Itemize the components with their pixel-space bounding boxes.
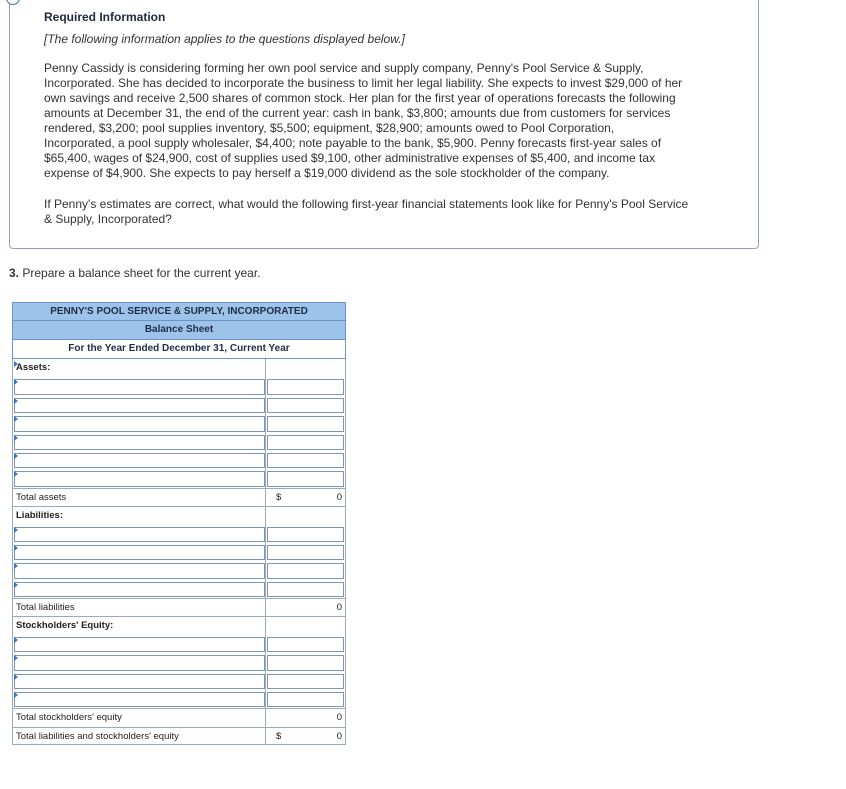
equity-amount-input[interactable] xyxy=(267,655,344,670)
dropdown-marker-icon xyxy=(14,674,18,680)
equity-label: Stockholders' Equity: xyxy=(16,620,114,632)
total-assets-row xyxy=(12,488,346,506)
dropdown-marker-icon xyxy=(14,637,18,643)
equity-account-select[interactable] xyxy=(14,692,265,707)
total-liabilities-equity-label: Total liabilities and stockholders' equity xyxy=(13,727,266,744)
asset-account-select[interactable] xyxy=(14,398,265,413)
total-liabilities-equity-row xyxy=(12,727,346,745)
dropdown-marker-icon xyxy=(14,582,18,588)
dropdown-marker-icon xyxy=(14,692,18,698)
asset-amount-input[interactable] xyxy=(267,379,344,394)
applies-note: [The following information applies to the questions displayed below.] xyxy=(44,32,405,46)
liabilities-label: Liabilities: xyxy=(16,510,63,522)
company-name-header: PENNY'S POOL SERVICE & SUPPLY, INCORPORATED xyxy=(12,302,346,321)
asset-amount-input[interactable] xyxy=(267,398,344,413)
asset-account-select[interactable] xyxy=(14,379,265,394)
dropdown-marker-icon xyxy=(14,435,18,441)
liability-entry-row xyxy=(12,561,346,579)
paragraph-line: Penny Cassidy is considering forming her own pool service and supply company, Penny's Pool Service & Supply, xyxy=(44,61,644,75)
liability-amount-input[interactable] xyxy=(267,527,344,542)
dropdown-marker-icon xyxy=(14,379,18,385)
asset-account-select[interactable] xyxy=(14,453,265,468)
panel-marker-icon xyxy=(6,0,20,5)
total-liabilities-value: 0 xyxy=(336,602,342,614)
asset-entry-row xyxy=(12,396,346,414)
paragraph-line: $65,400, wages of $24,900, cost of supplies used $9,100, other administrative expenses of $5,400, and income tax xyxy=(44,151,656,165)
balance-sheet-worksheet xyxy=(12,302,346,745)
question-line: If Penny's estimates are correct, what would the following first-year financial statements look like for Penny's Pool Service xyxy=(44,197,689,211)
liability-entry-row xyxy=(12,543,346,561)
liability-account-select[interactable] xyxy=(14,527,265,542)
equity-account-select[interactable] xyxy=(14,655,265,670)
dropdown-marker-icon xyxy=(14,471,18,477)
statement-title-header: Balance Sheet xyxy=(12,321,346,340)
total-liabilities-equity-currency: $ xyxy=(276,730,282,742)
paragraph-line: rendered, $3,200; pool supplies inventory, $5,500; equipment, $28,900; amounts owed to Pool Corporation, xyxy=(44,121,615,135)
question-prompt xyxy=(9,266,261,280)
liability-entry-row xyxy=(12,525,346,543)
liability-account-select[interactable] xyxy=(14,545,265,560)
dropdown-marker-icon xyxy=(14,361,18,367)
dropdown-marker-icon xyxy=(14,655,18,661)
dropdown-marker-icon xyxy=(14,453,18,459)
equity-section-row xyxy=(12,616,346,634)
asset-entry-row xyxy=(12,377,346,395)
equity-amount-input[interactable] xyxy=(267,637,344,652)
assets-section-row xyxy=(12,359,346,377)
asset-account-select[interactable] xyxy=(14,471,265,486)
question-text: Prepare a balance sheet for the current year. xyxy=(19,266,261,280)
paragraph-line: own savings and receive 2,500 shares of common stock. Her plan for the first year of operations forecasts the following xyxy=(44,91,676,105)
equity-entry-row xyxy=(12,690,346,708)
liability-amount-input[interactable] xyxy=(267,582,344,597)
liability-entry-row xyxy=(12,580,346,598)
assets-label: Assets: xyxy=(16,362,51,373)
total-assets-currency: $ xyxy=(276,491,282,503)
question-paragraph xyxy=(44,197,744,227)
dropdown-marker-icon xyxy=(14,398,18,404)
total-equity-row xyxy=(12,708,346,726)
total-equity-label: Total stockholders' equity xyxy=(13,708,266,726)
asset-entry-row xyxy=(12,414,346,432)
liability-amount-input[interactable] xyxy=(267,563,344,578)
equity-account-select[interactable] xyxy=(14,674,265,689)
period-header: For the Year Ended December 31, Current Year xyxy=(12,340,346,359)
question-line: & Supply, Incorporated? xyxy=(44,212,172,226)
asset-amount-input[interactable] xyxy=(267,416,344,431)
asset-entry-row xyxy=(12,451,346,469)
dropdown-marker-icon xyxy=(14,545,18,551)
dropdown-marker-icon xyxy=(14,563,18,569)
total-liabilities-row xyxy=(12,598,346,616)
dropdown-marker-icon xyxy=(14,416,18,422)
asset-amount-input[interactable] xyxy=(267,435,344,450)
total-liabilities-equity-value: 0 xyxy=(336,730,342,742)
equity-entry-row xyxy=(12,672,346,690)
asset-amount-input[interactable] xyxy=(267,453,344,468)
paragraph-line: Incorporated. She has decided to incorporate the business to limit her legal liability. She expects to invest $29,000 of her xyxy=(44,76,683,90)
paragraph-line: Incorporated, a pool supply wholesaler, $4,400; note payable to the bank, $5,900. Penny forecasts first-year sales of xyxy=(44,136,662,150)
equity-amount-input[interactable] xyxy=(267,674,344,689)
total-assets-value: 0 xyxy=(336,491,342,503)
liability-account-select[interactable] xyxy=(14,582,265,597)
liability-amount-input[interactable] xyxy=(267,545,344,560)
asset-account-select[interactable] xyxy=(14,435,265,450)
required-information-title: Required Information xyxy=(44,10,166,24)
paragraph-line: expense of $4,900. She expects to pay herself a $19,000 dividend as the sole stockholder of the company. xyxy=(44,166,610,180)
asset-account-select[interactable] xyxy=(14,416,265,431)
equity-amount-input[interactable] xyxy=(267,692,344,707)
asset-entry-row xyxy=(12,433,346,451)
equity-account-select[interactable] xyxy=(14,637,265,652)
equity-entry-row xyxy=(12,653,346,671)
scenario-paragraph xyxy=(44,61,744,181)
asset-entry-row xyxy=(12,469,346,487)
question-number: 3. xyxy=(9,266,20,280)
total-liabilities-label: Total liabilities xyxy=(13,598,266,616)
paragraph-line: amounts at December 31, the end of the current year: cash in bank, $3,800; amounts due from customers for services xyxy=(44,106,671,120)
required-information-panel xyxy=(9,0,759,249)
liabilities-section-row xyxy=(12,506,346,524)
total-assets-label: Total assets xyxy=(13,488,266,506)
equity-entry-row xyxy=(12,635,346,653)
liability-account-select[interactable] xyxy=(14,563,265,578)
asset-amount-input[interactable] xyxy=(267,471,344,486)
dropdown-marker-icon xyxy=(14,527,18,533)
total-equity-value: 0 xyxy=(336,712,342,724)
